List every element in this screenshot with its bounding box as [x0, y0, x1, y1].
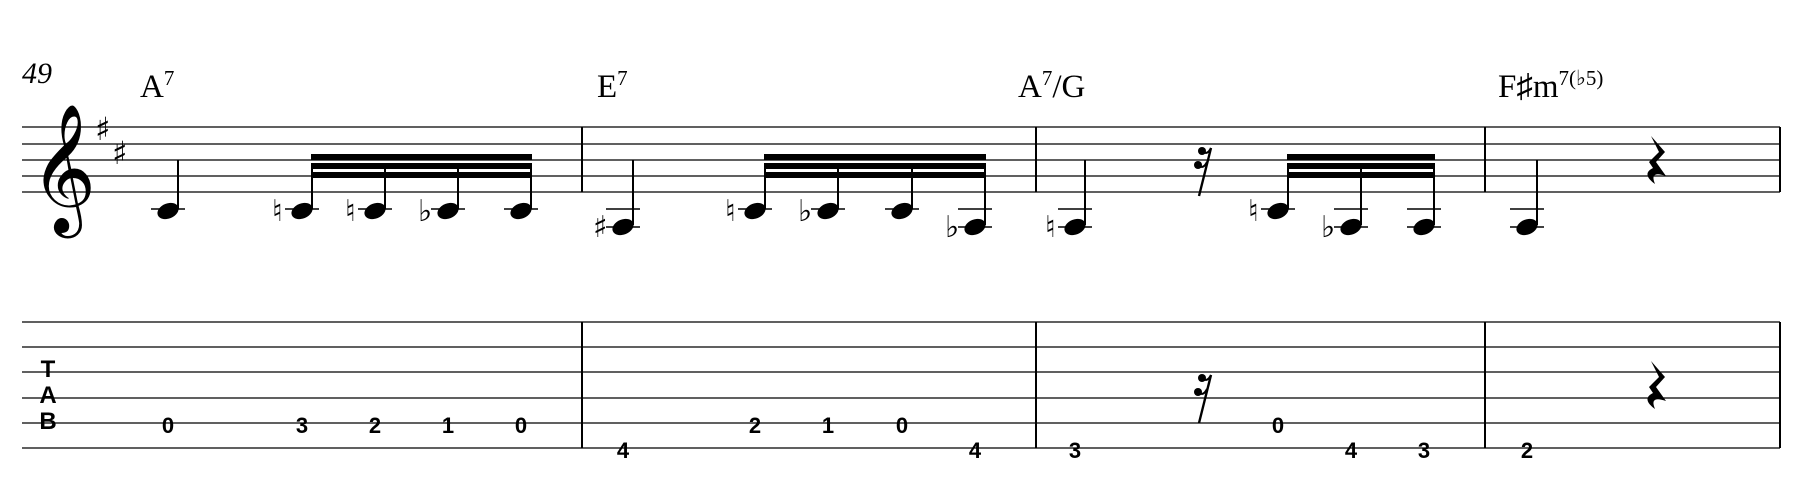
- tab-fret-number: 0: [161, 413, 175, 438]
- music-layer: [151, 136, 1666, 463]
- natural-accidental-icon: ♮: [1045, 210, 1056, 245]
- svg-text:B: B: [39, 408, 57, 435]
- measure-number: 49: [22, 57, 52, 90]
- chord-root: F♯m: [1498, 69, 1559, 105]
- tab-fret-number: 0: [895, 413, 909, 438]
- tab-clef: [39, 356, 56, 435]
- natural-accidental-icon: ♮: [725, 194, 736, 229]
- chord-root: A: [1018, 69, 1042, 105]
- tab-fret-number: 4: [1344, 438, 1358, 463]
- tab-fret-number: 2: [368, 413, 382, 438]
- natural-accidental-icon: ♮: [1248, 194, 1259, 229]
- chord-extension: 7: [617, 66, 628, 90]
- beam: [311, 154, 532, 178]
- chord-root: E: [597, 69, 618, 105]
- svg-text:♯: ♯: [112, 134, 128, 172]
- chord-symbol-1: [140, 66, 174, 105]
- chord-bass: /G: [1052, 69, 1086, 105]
- barlines: [582, 127, 1780, 448]
- tab-fret-number: 4: [616, 438, 630, 463]
- tab-fret-number: 4: [968, 438, 982, 463]
- natural-accidental-icon: ♮: [345, 194, 356, 229]
- tab-fret-number: 1: [821, 413, 835, 438]
- tab-fret-number: 0: [1271, 413, 1285, 438]
- sharp-accidental-icon: ♯: [593, 210, 608, 245]
- note: [1510, 160, 1544, 238]
- chord-root: A: [140, 69, 164, 105]
- beam: [764, 154, 986, 178]
- flat-accidental-icon: ♭: [1321, 210, 1336, 245]
- tab-fret-number: 3: [1417, 438, 1431, 463]
- flat-accidental-icon: ♭: [418, 194, 433, 229]
- chord-extension: 7: [163, 66, 175, 90]
- note: [593, 160, 640, 245]
- beam: [1287, 154, 1435, 178]
- tab-fret-number: 2: [1520, 438, 1534, 463]
- treble-clef-icon: [30, 103, 96, 239]
- tab-fret-number: 2: [748, 413, 762, 438]
- flat-accidental-icon: ♭: [945, 210, 960, 245]
- tab-quarter-rest-icon: [1647, 361, 1666, 409]
- key-signature-sharps-icon: [95, 110, 127, 172]
- tab-fret-number: 3: [295, 413, 309, 438]
- note: [1045, 160, 1092, 245]
- chord-symbol-4: [1498, 66, 1603, 105]
- svg-text:♯: ♯: [95, 110, 111, 148]
- chord-extension: 7: [1041, 66, 1053, 90]
- tab-fret-number: 3: [1068, 438, 1082, 463]
- tab-fret-number: 0: [514, 413, 528, 438]
- tab-fret-number: 1: [441, 413, 455, 438]
- natural-accidental-icon: ♮: [272, 194, 283, 229]
- chord-extension: 7(♭5): [1558, 66, 1604, 90]
- svg-text:A: A: [39, 382, 57, 409]
- svg-text:T: T: [40, 356, 56, 383]
- note: [151, 160, 185, 222]
- chord-symbol-3: [1018, 66, 1085, 105]
- flat-accidental-icon: ♭: [798, 194, 813, 229]
- chord-symbol-2: [597, 66, 628, 105]
- sixteenth-rest-icon: [1194, 147, 1211, 196]
- svg-text:𝄞: 𝄞: [30, 103, 97, 233]
